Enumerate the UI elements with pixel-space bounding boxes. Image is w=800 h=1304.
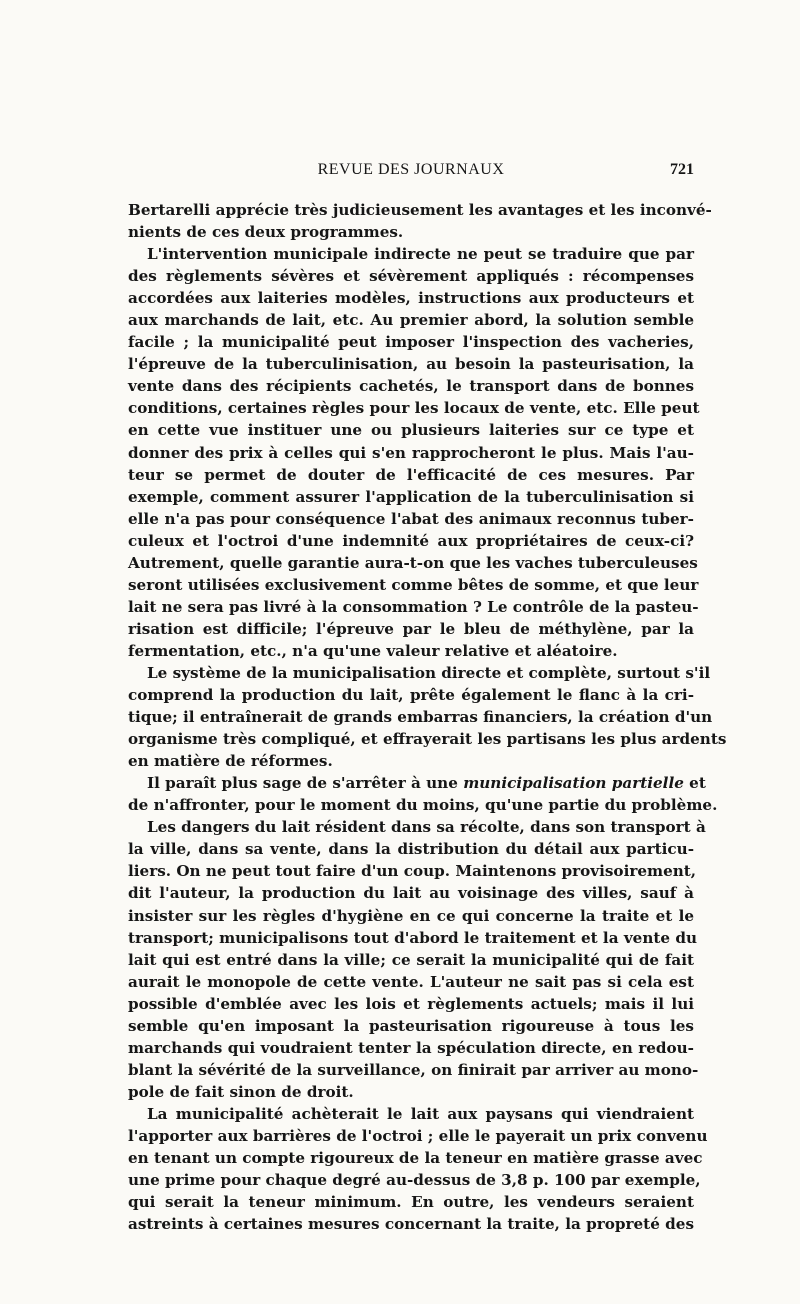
text-line [128,993,694,1015]
text-line [128,905,694,927]
text-line-content: possible d'emblée avec les lois et règlements actuels; mais il lui [128,994,694,1013]
text-line [128,1125,708,1147]
text-line-content: conditions, certaines règles pour les locaux de vente, etc. Elle peut [128,399,700,418]
text-line-content: aux marchands de lait, etc. Au premier abord, la solution semble [128,311,694,330]
text-line-content: de n'affronter, pour le moment du moins, qu'une partie du problème. [128,796,718,815]
text-line [128,706,713,728]
text-line [128,662,711,684]
italic-phrase: municipalisation partielle [463,774,684,793]
text-line [128,287,694,309]
text-line-content: donner des prix à celles qui s'en rapprocheront le plus. Mais l'au- [128,443,694,462]
text-line [128,1213,694,1235]
text-line [128,1081,694,1103]
text-line [128,1059,699,1081]
body-text [128,199,727,1235]
text-line [128,640,694,662]
text-line [128,508,694,530]
page-header [128,161,694,183]
text-line-content: seront utilisées exclusivement comme bêtes de somme, et que leur [128,575,699,594]
text-line [128,1015,694,1037]
text-line-content: en cette vue instituer une ou plusieurs laiteries sur ce type et [128,421,694,440]
text-line [128,375,694,397]
text-line-content: blant la sévérité de la surveillance, on finirait par arriver au mono- [128,1060,699,1079]
text-line-content: fermentation, etc., n'a qu'une valeur relative et aléatoire. [128,641,618,660]
text-line [128,530,694,552]
text-line-content: en matière de réformes. [128,752,333,771]
text-line-content: en tenant un compte rigoureux de la teneur en matière grasse avec [128,1149,703,1168]
text-line [128,838,694,860]
text-line [128,882,694,904]
text-line-content: l'apporter aux barrières de l'octroi ; elle le payerait un prix convenu [128,1126,708,1145]
text-line-content: transport; municipalisons tout d'abord le traitement et la vente du [128,928,697,947]
text-line [128,971,694,993]
text-line [128,1037,694,1059]
text-line [128,199,712,221]
text-line-content: comprend la production du lait, prête également le flanc à la cri- [128,686,694,705]
text-line-content: semble qu'en imposant la pasteurisation rigoureuse à tous les [128,1016,694,1035]
text-line-content: astreints à certaines mesures concernant la traite, la propreté des [128,1215,694,1234]
text-line-content: l'épreuve de la tuberculinisation, au besoin la pasteurisation, la [128,355,694,374]
text-line [128,574,699,596]
text-line-content: vente dans des récipients cachetés, le transport dans de bonnes [128,377,694,396]
text-line-content: aurait le monopole de cette vente. L'auteur ne sait pas si cela est [128,972,694,991]
text-line [128,949,694,971]
text-line [128,860,697,882]
text-line [128,750,694,772]
text-line [128,596,699,618]
text-line-content: qui serait la teneur minimum. En outre, les vendeurs seraient [128,1193,694,1212]
text-line-content: teur se permet de douter de l'efficacité de ces mesures. Par [128,465,694,484]
text-line-content: organisme très compliqué, et effrayerait les partisans les plus ardents [128,730,727,749]
text-line [128,684,694,706]
text-line-content: Bertarelli apprécie très judicieusement les avantages et les inconvé- [128,201,712,219]
text-line [128,265,694,287]
text-line [128,221,694,243]
text-line-content: Autrement, quelle garantie aura-t-on que les vaches tuberculeuses [128,553,698,572]
text-line-content: exemple, comment assurer l'application de la tuberculinisation si [128,487,694,506]
text-line-content: lait ne sera pas livré à la consommation ? Le contrôle de la pasteu- [128,597,699,616]
text-line [128,442,694,464]
text-line-content: La municipalité achèterait le lait aux paysans qui viendraient [147,1104,694,1123]
text-line-content: marchands qui voudraient tenter la spéculation directe, en redou- [128,1038,694,1057]
text-line-content: une prime pour chaque degré au-dessus de 3,8 p. 100 par exemple, [128,1171,701,1190]
text-line-content: Les dangers du lait résident dans sa récolte, dans son transport à [147,818,706,837]
text-line-content: insister sur les règles d'hygiène en ce qui concerne la traite et le [128,906,694,925]
text-line-tail: et [683,774,706,793]
text-line-content: liers. On ne peut tout faire d'un coup. Maintenons provisoirement, [128,862,697,881]
text-line [128,397,700,419]
text-line [128,1147,703,1169]
text-line [128,486,694,508]
text-line [128,353,694,375]
text-line [128,464,694,486]
text-line-content: nients de ces deux programmes. [128,223,404,242]
text-line [128,794,718,816]
text-line [128,772,706,794]
text-line [128,927,697,949]
text-line [128,618,694,640]
text-line-content: la ville, dans sa vente, dans la distribution du détail aux particu- [128,840,694,859]
text-line-content: facile ; la municipalité peut imposer l'inspection des vacheries, [128,333,694,352]
page-number: 721 [670,161,694,178]
text-line [128,552,698,574]
text-line-content: des règlements sévères et sévèrement appliqués : récompenses [128,267,694,286]
running-head: REVUE DES JOURNAUX [317,161,505,178]
text-line-content: culeux et l'octroi d'une indemnité aux propriétaires de ceux-ci? [128,531,694,550]
text-line [128,1103,694,1125]
text-line-content: lait qui est entré dans la ville; ce serait la municipalité qui de fait [128,950,694,969]
text-line [128,331,694,353]
text-line [128,1169,701,1191]
text-line-content: pole de fait sinon de droit. [128,1082,354,1101]
text-line-content: accordées aux laiteries modèles, instructions aux producteurs et [128,289,694,308]
text-line-content: Le système de la municipalisation directe et complète, surtout s'il [147,663,711,682]
text-line-content: tique; il entraînerait de grands embarras financiers, la création d'un [128,708,713,727]
text-line [128,1191,694,1213]
text-line [128,243,694,265]
text-line-content: dit l'auteur, la production du lait au voisinage des villes, sauf à [128,884,694,903]
text-line-content: L'intervention municipale indirecte ne peut se traduire que par [147,245,694,264]
text-line [128,816,706,838]
text-line [128,728,727,750]
text-line [128,309,694,331]
text-line-content: risation est difficile; l'épreuve par le bleu de méthylène, par la [128,619,694,638]
text-line-content: elle n'a pas pour conséquence l'abat des animaux reconnus tuber- [128,509,694,528]
text-line-content: Il paraît plus sage de s'arrêter à une [147,774,458,793]
text-line [128,419,694,441]
